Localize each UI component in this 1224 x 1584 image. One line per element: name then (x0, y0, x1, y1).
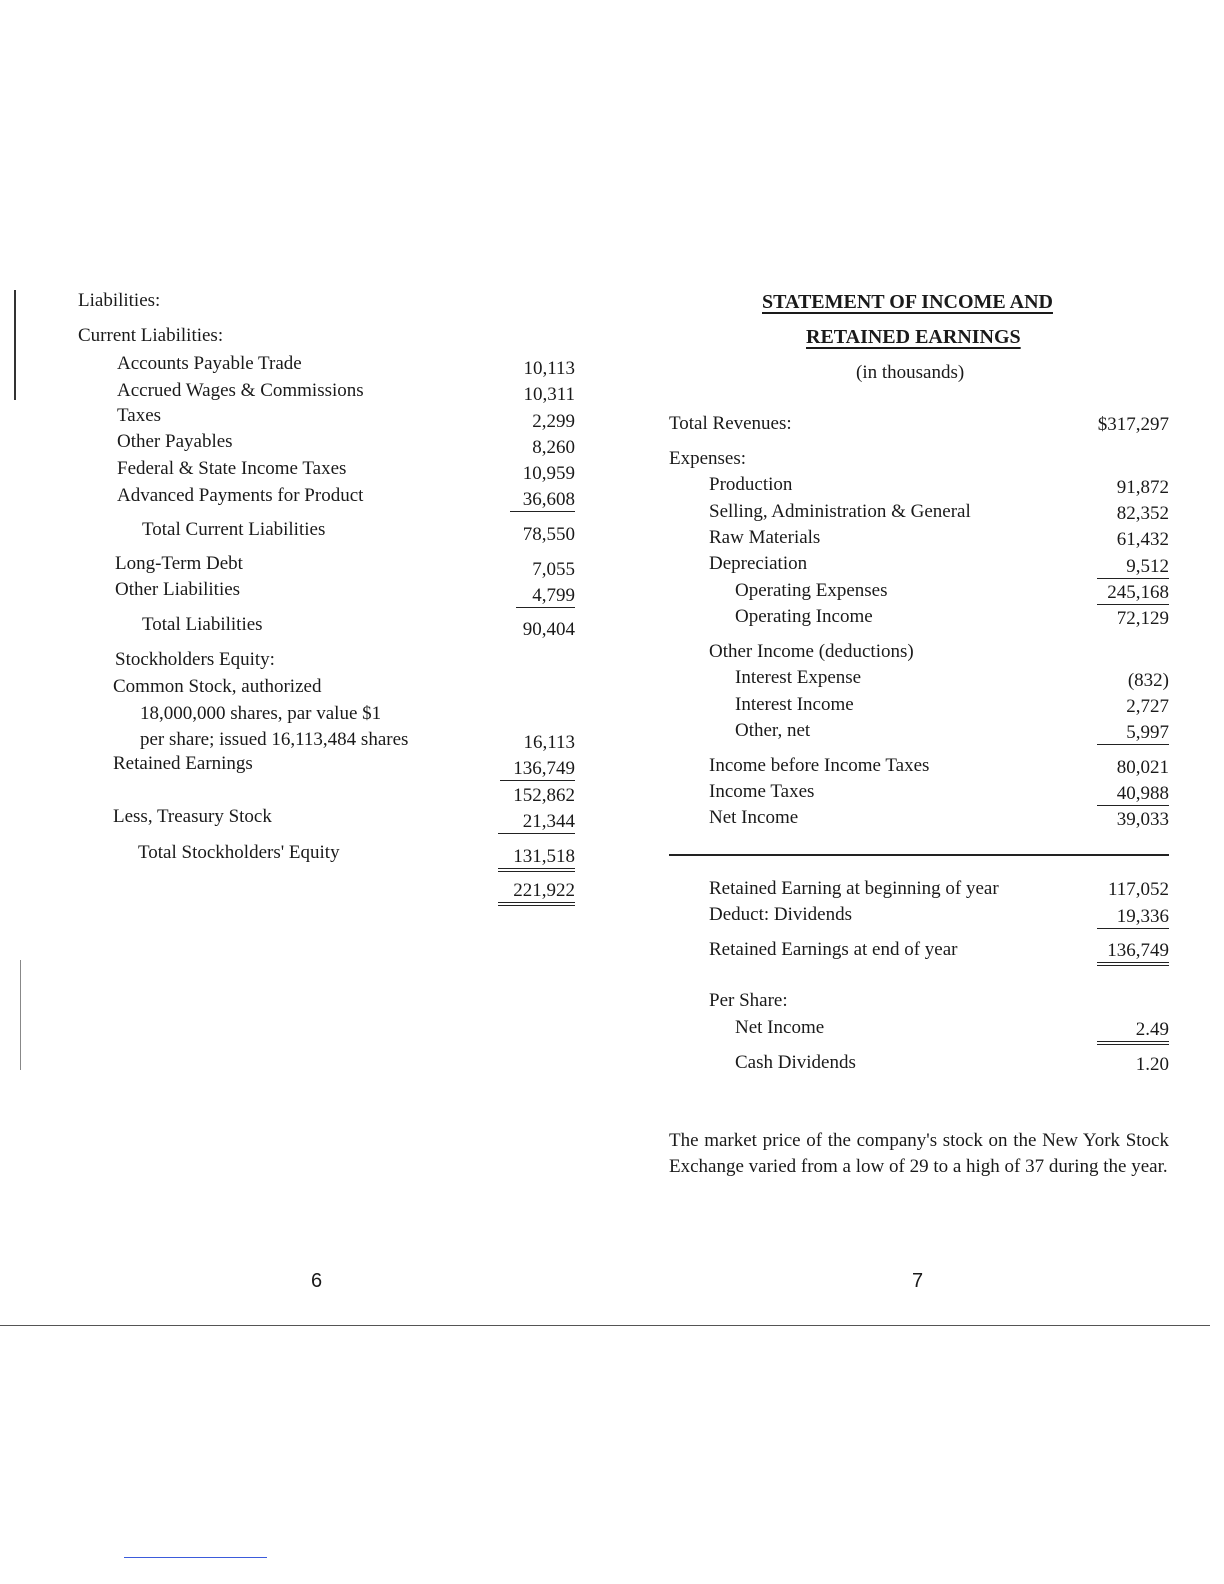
binding-edge-mark (20, 960, 21, 1070)
total-current-liabilities-label: Total Current Liabilities (142, 519, 326, 540)
retained-end-value: 136,749 (1097, 940, 1169, 966)
page-bottom-edge (0, 1325, 1210, 1326)
per-share-dividends-value: 1.20 (1135, 1054, 1169, 1075)
expenses-heading: Expenses: (669, 448, 747, 469)
page-number-right: 7 (912, 1270, 924, 1292)
equity-heading: Stockholders Equity: (115, 649, 275, 670)
operating-expenses-value: 245,168 (1097, 582, 1169, 605)
other-item-label: Interest Expense (735, 667, 862, 688)
other-item-value: 5,997 (1097, 722, 1169, 745)
statement-title: RETAINED EARNINGS (806, 326, 1021, 348)
long-term-debt-value: 7,055 (532, 559, 575, 580)
per-share-net-income-value: 2.49 (1097, 1019, 1169, 1045)
retained-beginning-value: 117,052 (1107, 879, 1169, 900)
treasury-stock-value: 21,344 (498, 811, 575, 834)
operating-income-value: 72,129 (1116, 608, 1169, 629)
expense-item-value: 61,432 (1116, 529, 1169, 550)
section-divider (669, 854, 1169, 856)
per-share-net-income-label: Net Income (735, 1017, 825, 1038)
total-equity-label: Total Stockholders' Equity (138, 842, 340, 863)
operating-income-label: Operating Income (735, 606, 873, 627)
expense-item-label: Depreciation (709, 553, 808, 574)
other-liabilities-label: Other Liabilities (115, 579, 241, 600)
expense-item-label: Production (709, 474, 793, 495)
total-revenues-label: Total Revenues: (669, 413, 792, 434)
net-income-label: Net Income (709, 807, 799, 828)
income-taxes-label: Income Taxes (709, 781, 815, 802)
grand-total-value: 221,922 (498, 880, 575, 906)
retained-beginning-label: Retained Earning at beginning of year (709, 878, 999, 899)
common-stock-value: 16,113 (523, 732, 575, 753)
equity-subtotal-value: 152,862 (513, 785, 575, 806)
income-before-taxes-label: Income before Income Taxes (709, 755, 930, 776)
current-item-label: Federal & State Income Taxes (117, 458, 347, 479)
net-income-value: 39,033 (1116, 809, 1169, 830)
other-item-label: Other, net (735, 720, 811, 741)
current-item-label: Taxes (117, 405, 162, 426)
retained-end-label: Retained Earnings at end of year (709, 939, 958, 960)
retained-earnings-label: Retained Earnings (113, 753, 253, 774)
current-item-value: 10,959 (522, 463, 575, 484)
other-item-value: (832) (1127, 670, 1169, 691)
statement-title: STATEMENT OF INCOME AND (762, 291, 1053, 313)
current-item-value: 10,311 (523, 384, 575, 405)
other-item-value: 2,727 (1126, 696, 1169, 717)
statement-subtitle: (in thousands) (856, 362, 965, 383)
expense-item-value: 82,352 (1116, 503, 1169, 524)
income-taxes-value: 40,988 (1097, 783, 1169, 806)
common-stock-line: per share; issued 16,113,484 shares (140, 729, 409, 750)
total-liabilities-value: 90,404 (522, 619, 575, 640)
current-item-label: Accounts Payable Trade (117, 353, 302, 374)
treasury-stock-label: Less, Treasury Stock (113, 806, 272, 827)
long-term-debt-label: Long-Term Debt (115, 553, 243, 574)
current-item-value: 2,299 (532, 411, 575, 432)
expense-item-value: 9,512 (1097, 556, 1169, 579)
stray-blue-line (124, 1557, 267, 1558)
total-equity-value: 131,518 (498, 846, 575, 872)
page-number-left: 6 (311, 1270, 323, 1292)
total-current-liabilities-value: 78,550 (522, 524, 575, 545)
common-stock-line: 18,000,000 shares, par value $1 (140, 703, 382, 724)
dividends-label: Deduct: Dividends (709, 904, 853, 925)
current-item-label: Accrued Wages & Commissions (117, 380, 364, 401)
current-liabilities-heading: Current Liabilities: (78, 325, 224, 346)
operating-expenses-label: Operating Expenses (735, 580, 888, 601)
dividends-value: 19,336 (1097, 906, 1169, 929)
common-stock-line: Common Stock, authorized (113, 676, 322, 697)
current-item-value: 10,113 (523, 358, 575, 379)
expense-item-label: Raw Materials (709, 527, 821, 548)
per-share-heading: Per Share: (709, 990, 788, 1011)
current-item-value: 36,608 (510, 489, 575, 512)
total-liabilities-label: Total Liabilities (142, 614, 263, 635)
expense-item-label: Selling, Administration & General (709, 501, 971, 522)
other-income-heading: Other Income (deductions) (709, 641, 914, 662)
other-item-label: Interest Income (735, 694, 854, 715)
other-liabilities-value: 4,799 (516, 585, 575, 608)
expense-item-value: 91,872 (1116, 477, 1169, 498)
binding-edge-mark (14, 290, 16, 400)
liabilities-heading: Liabilities: (78, 290, 161, 311)
total-revenues-value: $317,297 (1097, 414, 1169, 435)
current-item-label: Advanced Payments for Product (117, 485, 364, 506)
market-price-note: The market price of the company's stock on the New York Stock Exchange varied from a low of 29 to a high of 37 during the year. (669, 1130, 1169, 1177)
current-item-value: 8,260 (532, 437, 575, 458)
current-item-label: Other Payables (117, 431, 233, 452)
per-share-dividends-label: Cash Dividends (735, 1052, 856, 1073)
retained-earnings-value: 136,749 (500, 758, 575, 781)
income-before-taxes-value: 80,021 (1116, 757, 1169, 778)
